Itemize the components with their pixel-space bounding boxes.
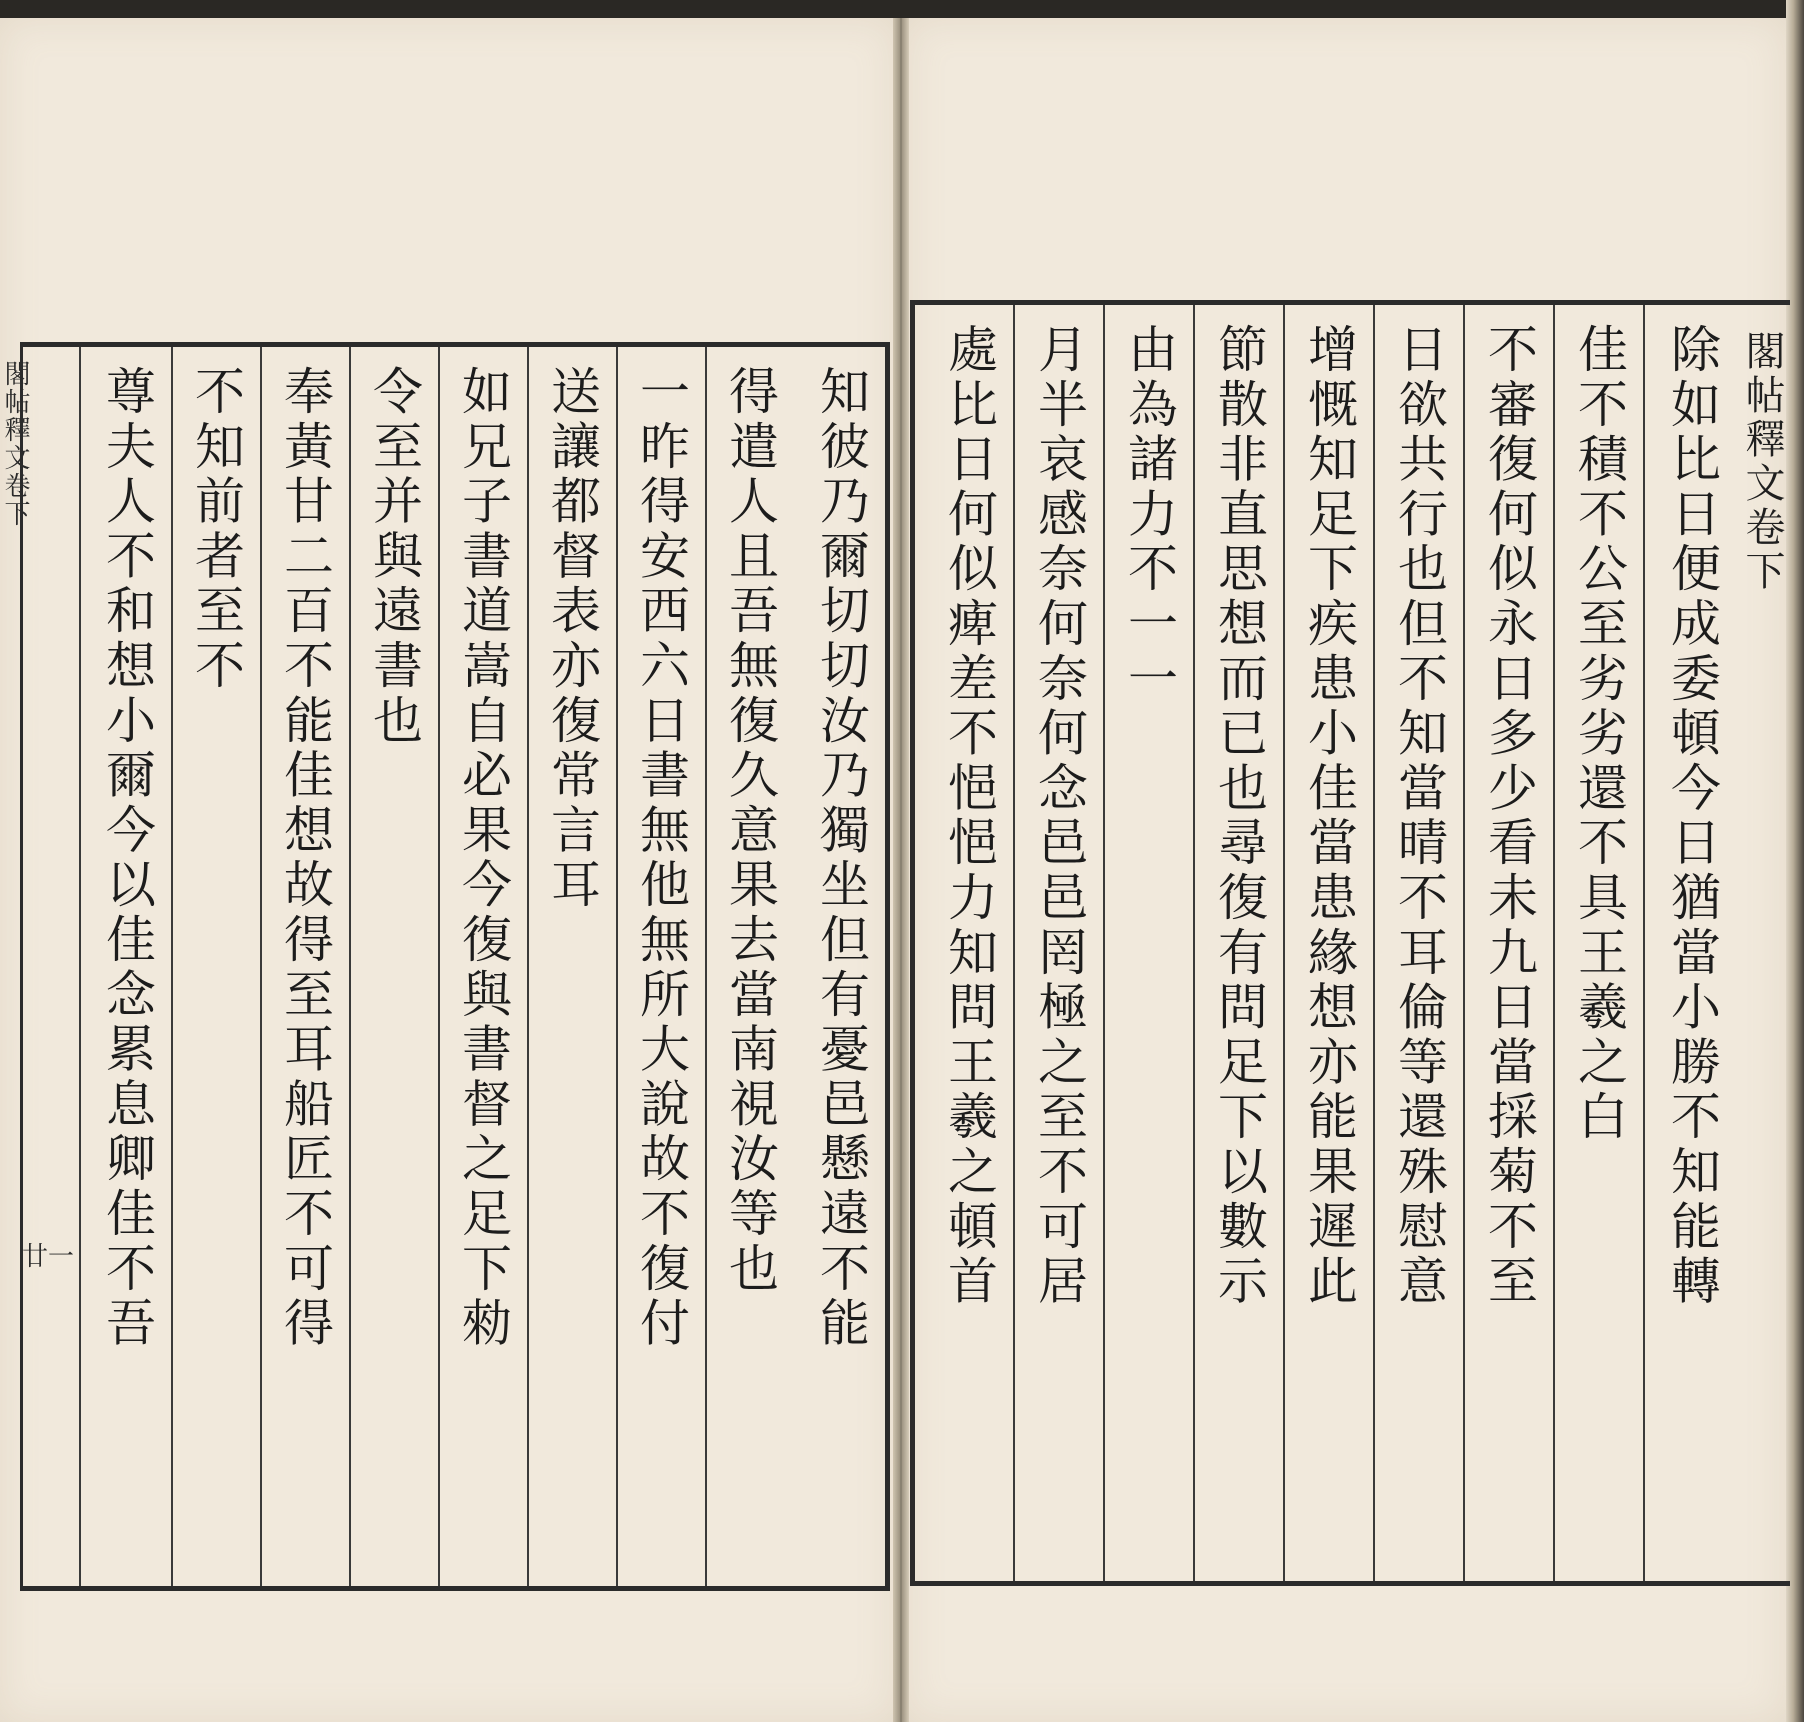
text-column: 增慨知足下疾患小佳當患緣想亦能果遲此 [1283,305,1373,1581]
text-column: 月半哀感奈何奈何念邑邑罔極之至不可居 [1013,305,1103,1581]
text-column: 知彼乃爾切切汝乃獨坐但有憂邑懸遠不能 [812,365,870,1352]
text-column: 處比日何似痺差不悒悒力知問王羲之頓首 [940,323,998,1310]
text-column: 不審復何似永日多少看未九日當採菊不至 [1463,305,1553,1581]
text-column: 除如比日便成委頓今日猶當小勝不知能轉 [1643,305,1736,1581]
text-column: 日欲共行也但不知當晴不耳倫等還殊慰意 [1373,305,1463,1581]
right-text-frame [910,300,1790,1586]
book-gutter [893,18,909,1722]
text-column: 送讓都督表亦復常言耳 [527,347,616,1586]
running-title: 閣帖釋文卷下 [1739,330,1785,594]
text-column: 得遣人且吾無復久意果去當南視汝等也 [705,347,794,1586]
margin-title: 閣帖釋文卷下 [0,360,30,528]
left-text-frame [20,342,890,1591]
text-column: 不知前者至不 [171,347,260,1586]
text-column: 奉黃甘二百不能佳想故得至耳船匠不可得 [260,347,349,1586]
text-column: 佳不積不公至劣劣還不具王羲之白 [1553,305,1643,1581]
text-column: 一昨得安西六日書無他無所大說故不復付 [616,347,705,1586]
text-column: 尊夫人不和想小爾今以佳念累息卿佳不吾 [79,347,171,1586]
text-column: 節散非直思想而已也尋復有問足下以數示 [1193,305,1283,1581]
text-column: 令至并與遠書也 [349,347,438,1586]
text-column: 如兄子書道嵩自必果今復與書督之足下勑 [438,347,527,1586]
text-column: 由為諸力不一一 [1103,305,1193,1581]
folio-number: 廿一 [22,1242,75,1272]
